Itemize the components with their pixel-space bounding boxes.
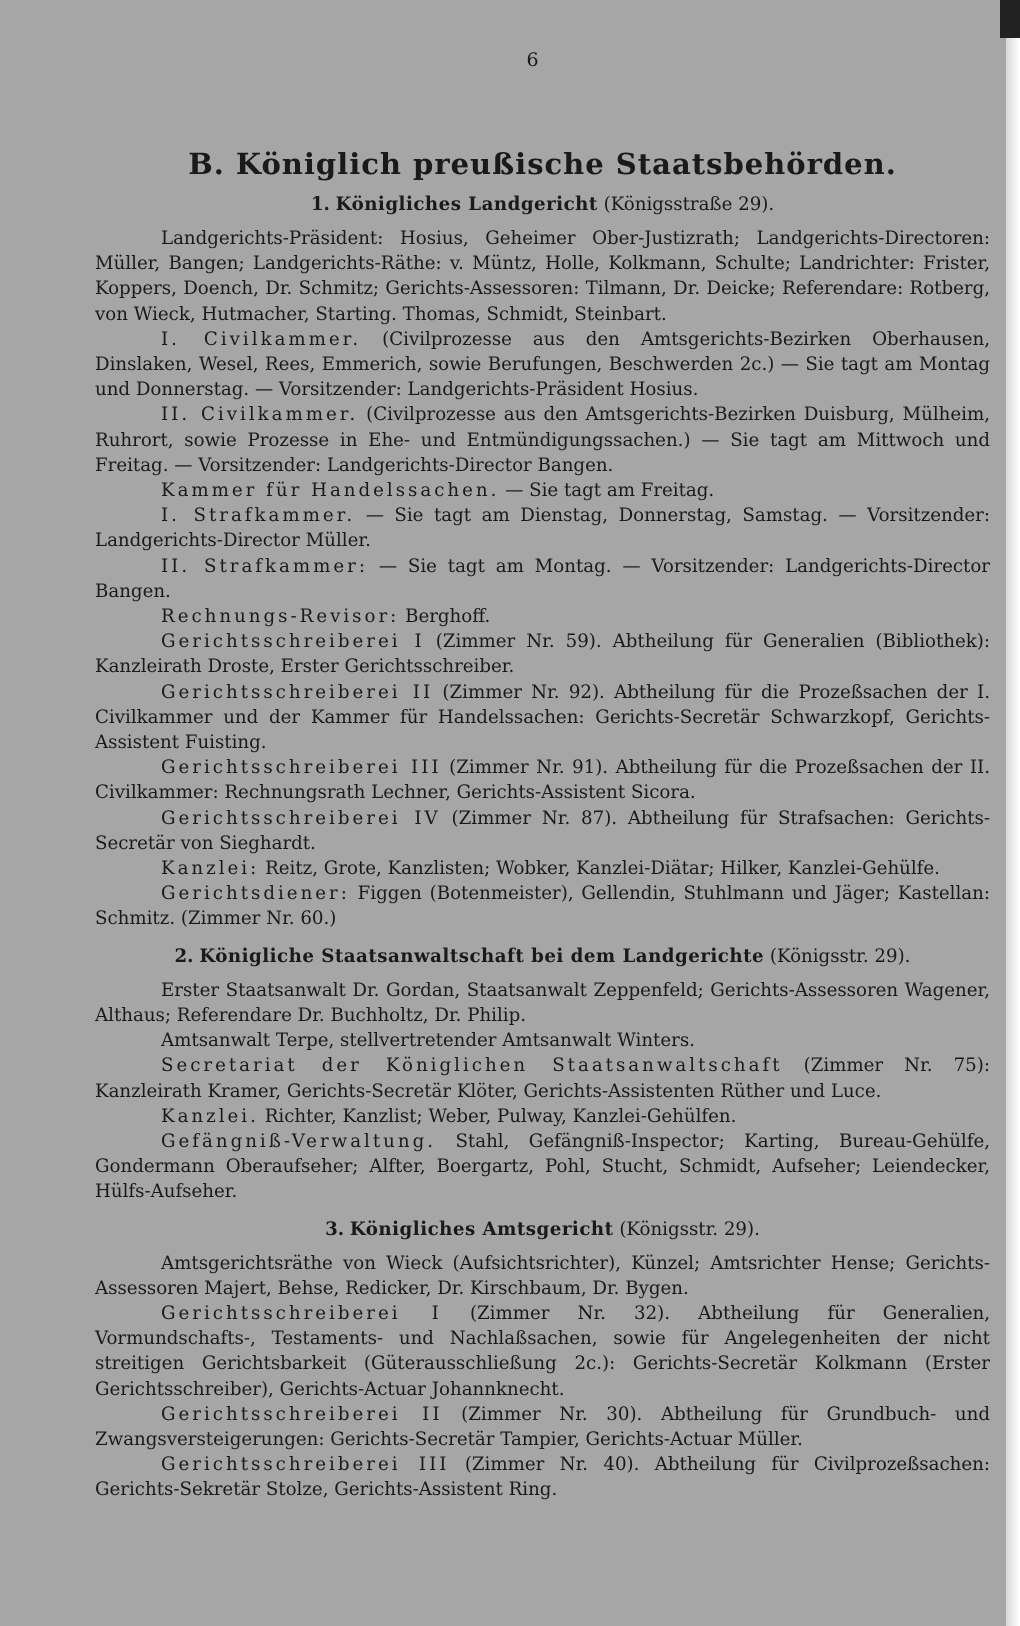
- list-item: [95, 1301, 990, 1402]
- section1-number: 1.: [310, 194, 330, 215]
- entry-label: Gerichtsschreiberei III: [161, 757, 442, 779]
- entry-text: — Sie tagt am Dienstag, Donnerstag, Samstag. — Vorsitzender: Landgerichts-Director Müller.: [95, 505, 990, 552]
- entry-text: Berghoff.: [405, 606, 491, 628]
- entry-label: Gerichtsschreiberei III: [161, 1454, 450, 1476]
- list-item: [95, 680, 990, 756]
- section3-intro: Amtsgerichtsräthe von Wieck (Aufsichtsrichter), Künzel; Amtsrichter Hense; Gerichts-Assessoren Majert, Behse, Redicker, Dr. Kirschbaum, Dr. Bygen.: [95, 1252, 990, 1299]
- entry-text: (Zimmer Nr. 30). Abtheilung für Grundbuch- und Zwangsversteigerungen: Gerichts-Secretär Tampier, Gerichts-Actuar Müller.: [95, 1403, 990, 1450]
- list-item: [95, 806, 990, 856]
- section3-heading: [95, 1217, 990, 1243]
- entry-label: Kanzlei.: [161, 1105, 259, 1127]
- entry-text: (Civilprozesse aus den Amtsgerichts-Bezirken Duisburg, Mülheim, Ruhrort, sowie Prozesse in Ehe- und Entmündigungssachen.) — Sie tagt am Mittwoch und Freitag. — Vorsitzender: Landgerichts-Director Bangen.: [95, 404, 990, 476]
- scan-corner-mark: [1000, 0, 1020, 38]
- section2-title: Königliche Staatsanwaltschaft bei dem Landgerichte: [199, 945, 765, 967]
- entry-label: Kammer für Handelssachen.: [161, 480, 500, 502]
- section2-amtsanwalt: Amtsanwalt Terpe, stellvertretender Amtsanwalt Winters.: [161, 1030, 695, 1052]
- entry-label: Secretariat der Königlichen Staatsanwaltschaft: [161, 1055, 783, 1077]
- list-item: [95, 629, 990, 679]
- section1-title: Königliches Landgericht: [335, 194, 598, 215]
- entry-label: I. Strafkammer.: [161, 505, 356, 527]
- section2-heading: [95, 944, 990, 970]
- entry-text: — Sie tagt am Freitag.: [505, 480, 715, 502]
- list-item: [95, 1402, 990, 1452]
- entry-label: Gerichtsschreiberei II: [161, 681, 434, 703]
- entry-text: (Zimmer Nr. 59). Abtheilung für Generalien (Bibliothek): Kanzleirath Droste, Erster Gerichtsschreiber.: [95, 631, 990, 678]
- page-number: 6: [526, 49, 539, 71]
- section3-address: (Königsstr. 29).: [619, 1218, 760, 1240]
- list-item: [95, 604, 990, 629]
- entry-text: Stahl, Gefängniß-Inspector; Karting, Bureau-Gehülfe, Gondermann Oberaufseher; Alfter, Boergartz, Pohl, Stucht, Schmidt, Aufseher; Leiendecker, Hülfs-Aufseher.: [95, 1130, 990, 1203]
- list-item: [95, 554, 990, 604]
- entry-text: (Zimmer Nr. 75): Kanzleirath Kramer, Gerichts-Secretär Klöter, Gerichts-Assistenten Rüther und Luce.: [95, 1055, 990, 1102]
- list-item: [95, 755, 990, 805]
- list-item: [95, 856, 990, 881]
- entry-text: Reitz, Grote, Kanzlisten; Wobker, Kanzlei-Diätar; Hilker, Kanzlei-Gehülfe.: [265, 858, 940, 880]
- entry-label: II. Civilkammer.: [161, 404, 359, 426]
- entry-label: Gerichtsschreiberei IV: [161, 807, 441, 829]
- section3-title: Königliches Amtsgericht: [349, 1218, 614, 1240]
- list-item: [95, 881, 990, 931]
- entry-label: Gerichtsschreiberei I: [161, 631, 425, 653]
- list-item: [95, 503, 990, 553]
- section2-intro: Erster Staatsanwalt Dr. Gordan, Staatsanwalt Zeppenfeld; Gerichts-Assessoren Wagener, Althaus; Referendare Dr. Buchholtz, Dr. Philip.: [95, 979, 990, 1026]
- list-item: [95, 1053, 990, 1103]
- entry-text: (Zimmer Nr. 92). Abtheilung für die Prozeßsachen der I. Civilkammer und der Kammer für Handelssachen: Gerichts-Secretär Schwarzkopf, Gerichts-Assistent Fuisting.: [95, 681, 990, 754]
- entry-text: (Civilprozesse aus den Amtsgerichts-Bezirken Oberhausen, Dinslaken, Wesel, Rees, Emmerich, sowie Berufungen, Beschwerden 2c.) — Sie tagt am Montag und Donnerstag. — Vorsitzender: Landgerichts-Präsident Hosius.: [95, 328, 991, 401]
- entry-label: Gerichtsschreiberei II: [161, 1403, 443, 1425]
- entry-text: Richter, Kanzlist; Weber, Pulway, Kanzlei-Gehülfen.: [264, 1105, 737, 1127]
- section1-address: (Königsstraße 29).: [603, 194, 775, 215]
- entry-text: (Zimmer Nr. 91). Abtheilung für die Prozeßsachen der II. Civilkammer: Rechnungsrath Lechner, Gerichts-Assistent Sicora.: [95, 757, 990, 804]
- section2-address: (Königsstr. 29).: [769, 945, 911, 967]
- entry-text: (Zimmer Nr. 32). Abtheilung für Generalien, Vormundschafts-, Testaments- und Nachlaßsachen, sowie für Angelegenheiten der nicht streitigen Gerichtsbarkeit (Güterausschließung 2c.): Gerichts-Secretär Kolkmann (Erster Gerichtsschreiber), Gerichts-Actuar Johannknecht.: [95, 1302, 990, 1400]
- section1-heading: [95, 192, 990, 218]
- list-item: [95, 1129, 990, 1205]
- entry-label: Gerichtsschreiberei I: [161, 1302, 442, 1324]
- page-content: [95, 48, 990, 1503]
- list-item: [95, 1452, 990, 1502]
- entry-label: II. Strafkammer:: [161, 555, 368, 577]
- entry-label: Gefängniß-Verwaltung.: [161, 1130, 437, 1152]
- list-item: [95, 402, 990, 478]
- entry-text: Figgen (Botenmeister), Gellendin, Stuhlmann und Jäger; Kastellan: Schmitz. (Zimmer Nr. 60.): [95, 883, 990, 930]
- entry-text: — Sie tagt am Montag. — Vorsitzender: Landgerichts-Director Bangen.: [95, 555, 990, 602]
- entry-text: (Zimmer Nr. 87). Abtheilung für Strafsachen: Gerichts-Secretär von Sieghardt.: [95, 807, 990, 854]
- section1-intro: Landgerichts-Präsident: Hosius, Geheimer Ober-Justizrath; Landgerichts-Directoren: Müller, Bangen; Landgerichts-Räthe: v. Müntz, Holle, Kolkmann, Schulte; Landrichter: Frister, Koppers, Doench, Dr. Schmitz; Gerichts-Assessoren: Tilmann, Dr. Deicke; Referendare: Rotberg, von Wieck, Hutmacher, Starting. Thomas, Schmidt, Steinbart.: [95, 228, 990, 325]
- entry-label: Gerichtsdiener:: [161, 883, 350, 905]
- list-item: [95, 327, 990, 403]
- page-edge: [1006, 0, 1020, 1626]
- entry-text: (Zimmer Nr. 40). Abtheilung für Civilprozeßsachen: Gerichts-Sekretär Stolze, Gerichts-Assistent Ring.: [95, 1454, 990, 1501]
- list-item: [95, 1104, 990, 1129]
- main-heading: B. Königlich preußische Staatsbehörden.: [188, 147, 897, 181]
- entry-label: Rechnungs-Revisor:: [161, 606, 400, 628]
- section2-number: 2.: [174, 945, 194, 967]
- entry-label: Kanzlei:: [161, 858, 260, 880]
- section3-number: 3.: [325, 1218, 345, 1240]
- list-item: [95, 478, 990, 503]
- entry-label: I. Civilkammer.: [161, 328, 362, 350]
